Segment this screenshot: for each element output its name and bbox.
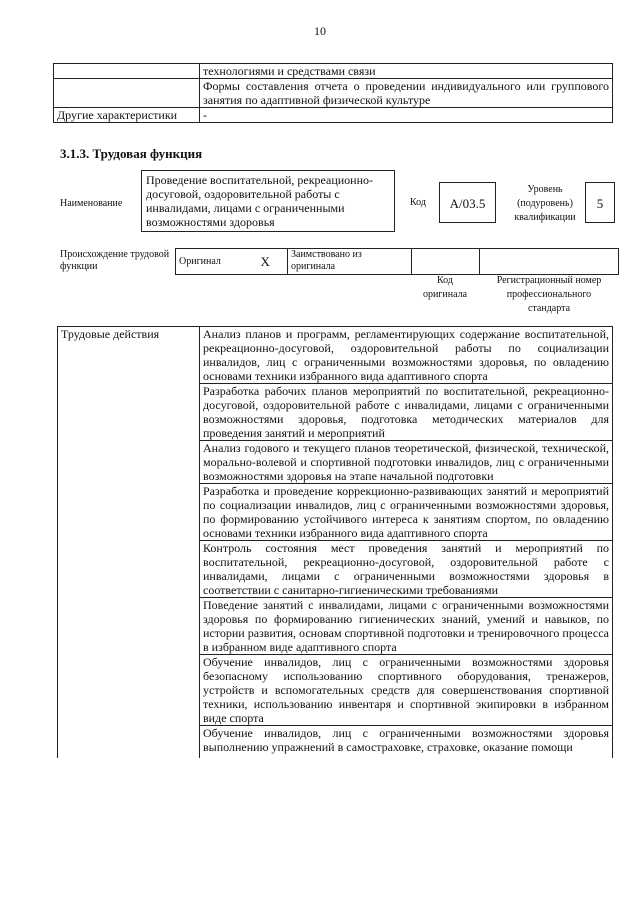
labor-action-item-cell <box>200 726 613 759</box>
table-row <box>54 108 613 123</box>
level-label: Уровень (подуровень) квалификации <box>514 184 576 223</box>
row-text: Формы составления отчета о проведении индивидуального или группового занятия по адаптивной физической культуре <box>200 79 613 108</box>
labor-actions-label: Трудовые действия <box>58 327 200 759</box>
labor-action-item: Анализ годового и текущего планов теоретической, физической, технической, морально-волевой и спортивной подготовки инвалидов, лиц с ограниченными возможностями здоровья на этапе начальной подготовки <box>200 441 613 484</box>
table-row <box>58 327 613 384</box>
page-number: 10 <box>314 24 326 38</box>
level-value-box: 5 <box>585 182 615 223</box>
labor-action-item: Разработка рабочих планов мероприятий по воспитательной, рекреационно-досуговой, оздоровительной работе с инвалидами, лицами с ограниченными возможностями здоровья, подготовка методических материалов для проведения занятий и мероприятий <box>200 384 613 441</box>
code-label: Код <box>410 197 426 208</box>
table-row <box>54 64 613 79</box>
code-original-cell <box>412 249 480 275</box>
origin-table <box>175 248 619 275</box>
borrowed-label: Заимствовано из оригинала <box>288 249 412 275</box>
labor-action-item: Обучение инвалидов, лиц с ограниченными возможностями здоровья выполнению упражнений в самостраховке, страховке, оказание помощи <box>203 726 609 754</box>
table-row <box>54 79 613 108</box>
section-title: 3.1.3. Трудовая функция <box>60 146 203 161</box>
row-text: - <box>200 108 613 123</box>
continuation-table <box>53 63 613 123</box>
row-label <box>54 79 200 108</box>
labor-action-item: Поведение занятий с инвалидами, лицами с ограниченными возможностями здоровья по формированию гигиенических знаний, умений и навыков, по истории развития, основам спортивной подготовки и тренировочного процесса в избранном виде адаптивного спорта <box>200 598 613 655</box>
row-label <box>54 64 200 79</box>
function-name-box: Проведение воспитательной, рекреационно-досуговой, оздоровительной работы с инвалидами, лицами с ограниченными возможностями здоровья <box>141 170 395 232</box>
labor-action-item: Обучение инвалидов, лиц с ограниченными возможностями здоровья безопасному использованию спортивного оборудования, тренажеров, устройств и вспомогательных средств для совершенствования спортивной техники, использованию инвентаря и спортивной экипировки в избранном виде спорта <box>200 655 613 726</box>
code-value-box: А/03.5 <box>439 182 496 223</box>
code-original-label: Код оригинала <box>422 275 468 300</box>
original-mark: X <box>244 249 288 275</box>
labor-action-item: Контроль состояния мест проведения занятий и мероприятий по воспитательной, рекреационно-досуговой, оздоровительной работе с инвалидами, лицами с ограниченными возможностями здоровья в соответствии с санитарно-гигиеническими требованиями <box>200 541 613 598</box>
labor-action-item: Разработка и проведение коррекционно-развивающих занятий и мероприятий по социализации инвалидов, лиц с ограниченными возможностями здоровья, по формированию устойчивого интереса к занятиям спортом, по овладению основами техники избранного вида адаптивного спорта <box>200 484 613 541</box>
row-text: технологиями и средствами связи <box>200 64 613 79</box>
reg-number-label: Регистрационный номер профессионального стандарта <box>496 275 602 314</box>
name-label: Наименование <box>60 198 123 209</box>
table-row <box>176 249 619 275</box>
original-label: Оригинал <box>176 249 244 275</box>
row-label: Другие характеристики <box>54 108 200 123</box>
labor-action-item: Анализ планов и программ, регламентирующих содержание воспитательной, рекреационно-досуговой, оздоровительной работы по социализации инвалидов, лиц с ограниченными возможностями здоровья, по овладению основами техники избранного вида адаптивного спорта <box>200 327 613 384</box>
reg-number-cell <box>480 249 619 275</box>
labor-actions-table <box>57 326 613 758</box>
origin-label: Происхождение трудовой функции <box>60 249 170 272</box>
